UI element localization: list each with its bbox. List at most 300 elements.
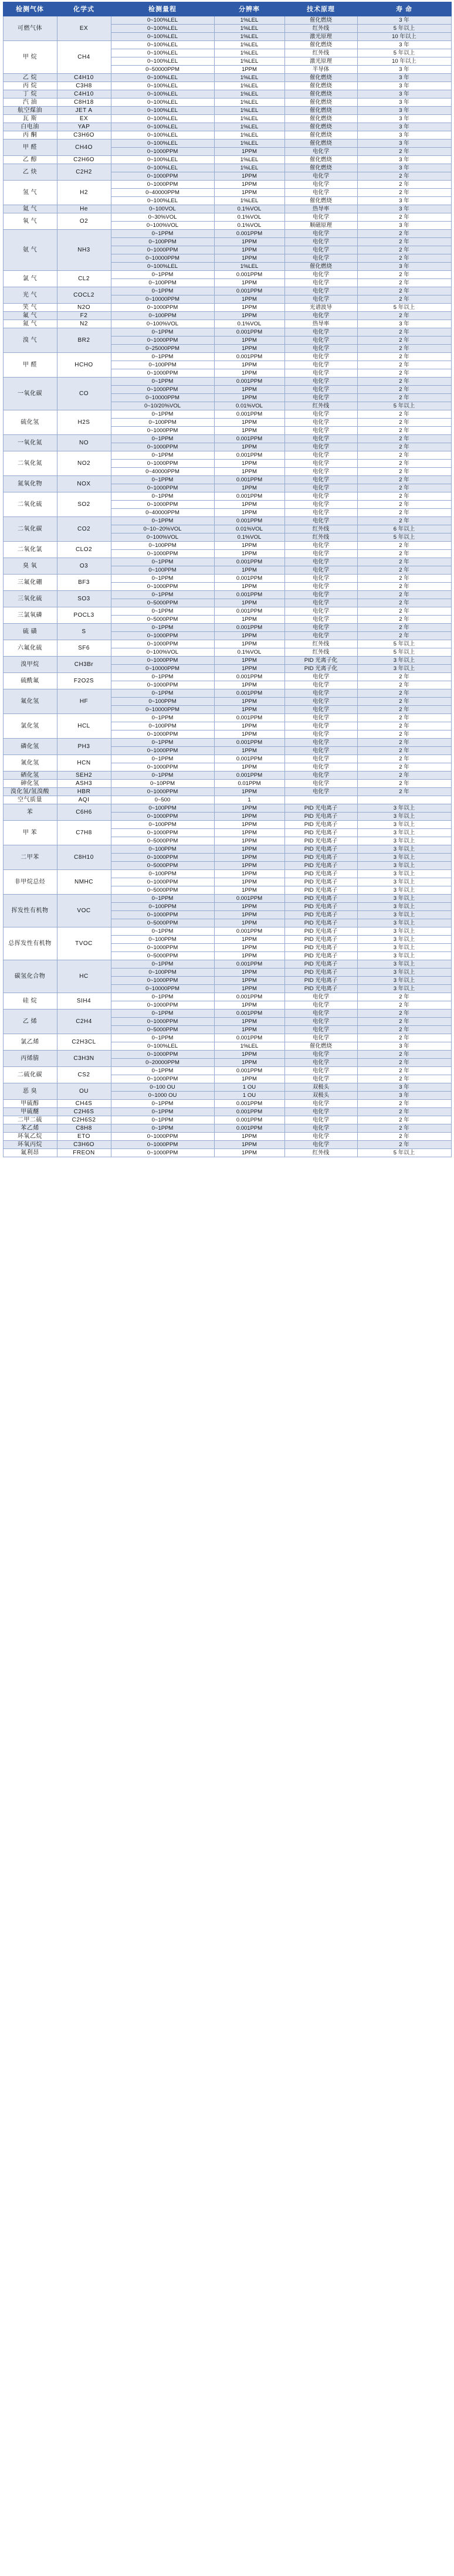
- cell-lifetime: 2 年: [357, 287, 451, 295]
- table-row: [3, 1133, 451, 1141]
- cell-range: 0~100PPM: [111, 419, 214, 427]
- table-row: [3, 435, 451, 443]
- cell-technology: 红外线: [284, 640, 357, 648]
- cell-lifetime: 3 年: [357, 66, 451, 74]
- cell-formula: NOX: [57, 476, 111, 492]
- cell-range: 0~100 OU: [111, 1083, 214, 1092]
- cell-formula: C8H18: [57, 98, 111, 107]
- cell-technology: 催化燃烧: [284, 41, 357, 49]
- cell-technology: 电化学: [284, 410, 357, 419]
- cell-lifetime: 5 年以上: [357, 1149, 451, 1157]
- cell-range: 0~1000PPM: [111, 386, 214, 394]
- cell-range: 0~1000PPM: [111, 1133, 214, 1141]
- cell-lifetime: 2 年: [357, 1026, 451, 1034]
- cell-range: 0~1PPM: [111, 673, 214, 681]
- cell-resolution: 1%LEL: [214, 131, 284, 140]
- cell-lifetime: 3 年以上: [357, 870, 451, 878]
- cell-lifetime: 2 年: [357, 1051, 451, 1059]
- cell-range: 0~100PPM: [111, 903, 214, 911]
- cell-lifetime: 2 年: [357, 517, 451, 525]
- cell-technology: 电化学: [284, 287, 357, 295]
- cell-gas-name: 一氧化碳: [3, 378, 57, 410]
- cell-resolution: 1PPM: [214, 66, 284, 74]
- cell-formula: SF6: [57, 640, 111, 657]
- cell-lifetime: 3 年以上: [357, 862, 451, 870]
- table-row: [3, 927, 451, 936]
- cell-range: 0~100PPM: [111, 936, 214, 944]
- table-row: [3, 107, 451, 115]
- cell-range: 0~1PPM: [111, 517, 214, 525]
- cell-formula: O3: [57, 558, 111, 575]
- cell-gas-name: 挥发性有机物: [3, 895, 57, 927]
- cell-technology: [284, 796, 357, 804]
- cell-lifetime: 2 年: [357, 369, 451, 378]
- cell-resolution: 1PPM: [214, 730, 284, 739]
- cell-range: 0~1PPM: [111, 492, 214, 501]
- cell-gas-name: 三氧化硫: [3, 591, 57, 607]
- cell-range: 0~40000PPM: [111, 509, 214, 517]
- cell-technology: 催化燃烧: [284, 263, 357, 271]
- cell-lifetime: 3 年: [357, 197, 451, 205]
- table-row: [3, 796, 451, 804]
- cell-lifetime: 2 年: [357, 1034, 451, 1042]
- cell-range: 0~1000 OU: [111, 1092, 214, 1100]
- cell-gas-name: 环氧乙烷: [3, 1133, 57, 1141]
- cell-range: 0~40000PPM: [111, 189, 214, 197]
- cell-resolution: 1PPM: [214, 1075, 284, 1083]
- cell-range: 0~1000PPM: [111, 1051, 214, 1059]
- cell-range: 0~1000PPM: [111, 246, 214, 254]
- cell-technology: 电化学: [284, 624, 357, 632]
- cell-lifetime: 2 年: [357, 739, 451, 747]
- table-row: [3, 1034, 451, 1042]
- cell-gas-name: 氦 气: [3, 205, 57, 213]
- cell-range: 0~1000PPM: [111, 337, 214, 345]
- cell-range: 0~1PPM: [111, 927, 214, 936]
- cell-resolution: 0.001PPM: [214, 772, 284, 780]
- table-row: [3, 689, 451, 698]
- cell-formula: C2H6S: [57, 1108, 111, 1116]
- cell-formula: O2: [57, 213, 111, 230]
- cell-formula: NMHC: [57, 870, 111, 895]
- cell-resolution: 1PPM: [214, 886, 284, 895]
- cell-resolution: 0.01%VOL: [214, 525, 284, 533]
- cell-resolution: 1PPM: [214, 952, 284, 960]
- cell-gas-name: 丁 烷: [3, 90, 57, 98]
- cell-technology: 电化学: [284, 361, 357, 369]
- cell-lifetime: 2 年: [357, 468, 451, 476]
- cell-range: 0~100%VOL: [111, 320, 214, 328]
- cell-resolution: 0.001PPM: [214, 476, 284, 484]
- cell-lifetime: 2 年: [357, 722, 451, 730]
- cell-resolution: 0.1%VOL: [214, 205, 284, 213]
- cell-resolution: 1%LEL: [214, 41, 284, 49]
- cell-range: 0~100%LEL: [111, 33, 214, 41]
- table-row: [3, 181, 451, 189]
- cell-lifetime: 2 年: [357, 476, 451, 484]
- cell-lifetime: 2 年: [357, 558, 451, 566]
- cell-range: 0~100%LEL: [111, 98, 214, 107]
- cell-technology: 电化学: [284, 394, 357, 402]
- cell-technology: 电化学: [284, 419, 357, 427]
- table-row: [3, 1149, 451, 1157]
- cell-range: 0~100%LEL: [111, 90, 214, 98]
- cell-technology: 电化学: [284, 271, 357, 279]
- cell-formula: CH4O: [57, 140, 111, 156]
- cell-gas-name: 光 气: [3, 287, 57, 304]
- cell-lifetime: 2 年: [357, 492, 451, 501]
- cell-lifetime: 2 年: [357, 714, 451, 722]
- cell-resolution: 1PPM: [214, 148, 284, 156]
- cell-range: 0~100%LEL: [111, 41, 214, 49]
- cell-resolution: 1PPM: [214, 509, 284, 517]
- cell-range: 0~10/20%VOL: [111, 402, 214, 410]
- cell-range: 0~5000PPM: [111, 837, 214, 845]
- cell-technology: 电化学: [284, 369, 357, 378]
- cell-technology: PID 光电离子: [284, 813, 357, 821]
- table-row: [3, 304, 451, 312]
- cell-formula: VOC: [57, 895, 111, 927]
- cell-gas-name: 二氧化硫: [3, 492, 57, 517]
- cell-resolution: 0.1%VOL: [214, 648, 284, 657]
- cell-lifetime: 2 年: [357, 230, 451, 238]
- cell-technology: 热导率: [284, 205, 357, 213]
- cell-technology: 电化学: [284, 1001, 357, 1010]
- cell-range: 0~10000PPM: [111, 295, 214, 304]
- table-row: [3, 640, 451, 648]
- cell-resolution: 1PPM: [214, 550, 284, 558]
- cell-lifetime: 3 年以上: [357, 845, 451, 854]
- cell-lifetime: 2 年: [357, 616, 451, 624]
- cell-resolution: 0.001PPM: [214, 1100, 284, 1108]
- cell-technology: 电化学: [284, 181, 357, 189]
- table-row: [3, 780, 451, 788]
- cell-gas-name: 甲 苯: [3, 821, 57, 845]
- cell-formula: C2H2: [57, 164, 111, 181]
- cell-formula: S: [57, 624, 111, 640]
- cell-range: 0~1PPM: [111, 378, 214, 386]
- cell-gas-name: 硫酰氟: [3, 673, 57, 689]
- cell-formula: ETO: [57, 1133, 111, 1141]
- cell-technology: 电化学: [284, 230, 357, 238]
- cell-resolution: 1%LEL: [214, 57, 284, 66]
- cell-gas-name: 乙 烷: [3, 74, 57, 82]
- cell-lifetime: 3 年以上: [357, 944, 451, 952]
- table-row: [3, 591, 451, 599]
- cell-technology: 电化学: [284, 295, 357, 304]
- cell-gas-name: 苯乙烯: [3, 1124, 57, 1133]
- cell-resolution: 0.01PPM: [214, 780, 284, 788]
- cell-range: 0~1PPM: [111, 993, 214, 1001]
- cell-technology: PID 光离子化: [284, 665, 357, 673]
- cell-resolution: 1PPM: [214, 484, 284, 492]
- cell-technology: 电化学: [284, 1116, 357, 1124]
- cell-resolution: 1%LEL: [214, 140, 284, 148]
- cell-range: 0~100%VOL: [111, 648, 214, 657]
- cell-technology: 电化学: [284, 484, 357, 492]
- cell-formula: C7H8: [57, 821, 111, 845]
- cell-resolution: 1PPM: [214, 1059, 284, 1067]
- cell-range: 0~30%VOL: [111, 213, 214, 222]
- table-row: [3, 16, 451, 25]
- cell-lifetime: 2 年: [357, 148, 451, 156]
- cell-technology: 电化学: [284, 172, 357, 181]
- cell-resolution: 1PPM: [214, 919, 284, 927]
- cell-range: 0~1PPM: [111, 607, 214, 616]
- cell-resolution: 0.1%VOL: [214, 320, 284, 328]
- table-row: [3, 82, 451, 90]
- cell-range: 0~10000PPM: [111, 665, 214, 673]
- cell-range: 0~1000PPM: [111, 583, 214, 591]
- cell-lifetime: 2 年: [357, 673, 451, 681]
- cell-lifetime: 3 年: [357, 140, 451, 148]
- cell-technology: 电化学: [284, 550, 357, 558]
- cell-resolution: 1PPM: [214, 419, 284, 427]
- cell-range: 0~100%LEL: [111, 123, 214, 131]
- cell-resolution: 0.001PPM: [214, 714, 284, 722]
- cell-range: 0~100%VOL: [111, 533, 214, 542]
- cell-lifetime: 3 年以上: [357, 829, 451, 837]
- cell-resolution: 0.001PPM: [214, 378, 284, 386]
- cell-technology: 激光原理: [284, 57, 357, 66]
- cell-technology: 电化学: [284, 378, 357, 386]
- cell-formula: SEH2: [57, 772, 111, 780]
- cell-lifetime: 2 年: [357, 394, 451, 402]
- table-row: [3, 41, 451, 49]
- cell-resolution: 1PPM: [214, 854, 284, 862]
- cell-lifetime: 3 年以上: [357, 927, 451, 936]
- cell-resolution: 1PPM: [214, 698, 284, 706]
- cell-lifetime: 3 年: [357, 222, 451, 230]
- table-row: [3, 98, 451, 107]
- cell-range: 0~100PPM: [111, 804, 214, 813]
- cell-lifetime: 2 年: [357, 189, 451, 197]
- cell-resolution: 1PPM: [214, 616, 284, 624]
- cell-gas-name: 三氟化硼: [3, 575, 57, 591]
- cell-technology: 催化燃烧: [284, 1042, 357, 1051]
- cell-gas-name: 氮氧化物: [3, 476, 57, 492]
- cell-lifetime: 5 年以上: [357, 533, 451, 542]
- cell-resolution: 1PPM: [214, 862, 284, 870]
- cell-resolution: 0.001PPM: [214, 230, 284, 238]
- cell-technology: 电化学: [284, 1010, 357, 1018]
- cell-range: 0~1PPM: [111, 410, 214, 419]
- table-header-row: [3, 2, 451, 16]
- cell-technology: 催化燃烧: [284, 156, 357, 164]
- cell-formula: EX: [57, 16, 111, 41]
- cell-lifetime: 6 年以上: [357, 525, 451, 533]
- cell-range: 0~1000PPM: [111, 550, 214, 558]
- table-row: [3, 714, 451, 722]
- table-row: [3, 74, 451, 82]
- cell-resolution: 1PPM: [214, 1149, 284, 1157]
- cell-technology: 电化学: [284, 443, 357, 451]
- cell-technology: 电化学: [284, 1100, 357, 1108]
- cell-resolution: 1PPM: [214, 1051, 284, 1059]
- cell-resolution: 1PPM: [214, 845, 284, 854]
- cell-formula: CS2: [57, 1067, 111, 1083]
- cell-lifetime: 3 年: [357, 107, 451, 115]
- cell-technology: 电化学: [284, 583, 357, 591]
- cell-range: 0~100%LEL: [111, 74, 214, 82]
- table-row: [3, 845, 451, 854]
- cell-range: 0~1PPM: [111, 1067, 214, 1075]
- cell-technology: PID 光电离子: [284, 854, 357, 862]
- cell-gas-name: 瓦 斯: [3, 115, 57, 123]
- cell-resolution: 1PPM: [214, 968, 284, 977]
- cell-gas-name: 二硫化碳: [3, 1067, 57, 1083]
- cell-lifetime: 3 年: [357, 320, 451, 328]
- cell-resolution: 1PPM: [214, 722, 284, 730]
- cell-range: 0~1000PPM: [111, 681, 214, 689]
- cell-lifetime: 2 年: [357, 550, 451, 558]
- cell-technology: 电化学: [284, 246, 357, 254]
- table-row: [3, 1141, 451, 1149]
- cell-resolution: 0.001PPM: [214, 624, 284, 632]
- cell-technology: 电化学: [284, 681, 357, 689]
- cell-lifetime: 3 年: [357, 1092, 451, 1100]
- cell-technology: PID 光电离子: [284, 829, 357, 837]
- cell-technology: 催化燃烧: [284, 115, 357, 123]
- cell-lifetime: 3 年以上: [357, 952, 451, 960]
- cell-resolution: 1%LEL: [214, 164, 284, 172]
- cell-resolution: 1PPM: [214, 944, 284, 952]
- table-row: [3, 870, 451, 878]
- cell-range: 0~1000PPM: [111, 1141, 214, 1149]
- cell-technology: 电化学: [284, 632, 357, 640]
- cell-resolution: 1PPM: [214, 632, 284, 640]
- cell-technology: 电化学: [284, 435, 357, 443]
- cell-gas-name: 磷化氢: [3, 739, 57, 755]
- cell-gas-name: 环氧丙烷: [3, 1141, 57, 1149]
- cell-gas-name: 汽 油: [3, 98, 57, 107]
- header-lifetime: 寿 命: [357, 2, 451, 16]
- cell-lifetime: 3 年以上: [357, 813, 451, 821]
- cell-technology: 电化学: [284, 673, 357, 681]
- table-row: [3, 410, 451, 419]
- cell-lifetime: 2 年: [357, 1059, 451, 1067]
- cell-technology: 双极头: [284, 1092, 357, 1100]
- cell-technology: 红外线: [284, 648, 357, 657]
- cell-technology: 催化燃烧: [284, 131, 357, 140]
- cell-technology: 电化学: [284, 616, 357, 624]
- cell-formula: EX: [57, 115, 111, 123]
- cell-technology: PID 光电离子: [284, 862, 357, 870]
- cell-resolution: 1PPM: [214, 1133, 284, 1141]
- cell-gas-name: 氨 气: [3, 230, 57, 271]
- cell-formula: C3H6O: [57, 1141, 111, 1149]
- cell-technology: 电化学: [284, 345, 357, 353]
- cell-resolution: 0.001PPM: [214, 1116, 284, 1124]
- cell-resolution: 0.001PPM: [214, 435, 284, 443]
- cell-range: 0~100%LEL: [111, 140, 214, 148]
- cell-gas-name: 乙 炔: [3, 164, 57, 181]
- cell-range: 0~100%LEL: [111, 263, 214, 271]
- table-row: [3, 378, 451, 386]
- cell-technology: PID 光电离子: [284, 936, 357, 944]
- cell-technology: 催化燃烧: [284, 90, 357, 98]
- cell-technology: 电化学: [284, 542, 357, 550]
- cell-gas-name: 二氧化碳: [3, 517, 57, 542]
- cell-resolution: 1PPM: [214, 878, 284, 886]
- cell-technology: 激光原理: [284, 33, 357, 41]
- cell-gas-name: 氯化氢: [3, 714, 57, 739]
- cell-formula: C3H6O: [57, 131, 111, 140]
- cell-resolution: 1%LEL: [214, 1042, 284, 1051]
- cell-range: 0~100PPM: [111, 870, 214, 878]
- cell-lifetime: 3 年以上: [357, 878, 451, 886]
- cell-technology: 电化学: [284, 1051, 357, 1059]
- cell-resolution: 0.001PPM: [214, 960, 284, 968]
- cell-lifetime: 3 年以上: [357, 854, 451, 862]
- cell-formula: OU: [57, 1083, 111, 1100]
- cell-gas-name: 氟 气: [3, 312, 57, 320]
- cell-range: 0~100PPM: [111, 821, 214, 829]
- cell-resolution: 1PPM: [214, 312, 284, 320]
- cell-resolution: 1PPM: [214, 870, 284, 878]
- cell-resolution: 1PPM: [214, 304, 284, 312]
- cell-lifetime: 5 年以上: [357, 25, 451, 33]
- cell-resolution: 0.001PPM: [214, 451, 284, 460]
- cell-technology: 催化燃烧: [284, 140, 357, 148]
- cell-resolution: 1%LEL: [214, 263, 284, 271]
- cell-range: 0~1PPM: [111, 558, 214, 566]
- cell-formula: BR2: [57, 328, 111, 353]
- cell-formula: HBR: [57, 788, 111, 796]
- cell-formula: CH3Br: [57, 657, 111, 673]
- cell-formula: NO: [57, 435, 111, 451]
- header-technology: 技术原理: [284, 2, 357, 16]
- table-row: [3, 123, 451, 131]
- cell-lifetime: 2 年: [357, 730, 451, 739]
- cell-range: 0~1000PPM: [111, 788, 214, 796]
- cell-gas-name: 砷化氢: [3, 780, 57, 788]
- cell-range: 0~100PPM: [111, 312, 214, 320]
- cell-range: 0~1000PPM: [111, 427, 214, 435]
- cell-resolution: 0.001PPM: [214, 993, 284, 1001]
- cell-resolution: 1%LEL: [214, 16, 284, 25]
- cell-formula: H2S: [57, 410, 111, 435]
- cell-range: 0~1PPM: [111, 451, 214, 460]
- cell-range: 0~1PPM: [111, 575, 214, 583]
- cell-gas-name: 丙烯腈: [3, 1051, 57, 1067]
- cell-technology: 电化学: [284, 189, 357, 197]
- cell-formula: CH4: [57, 41, 111, 74]
- cell-resolution: 1PPM: [214, 1141, 284, 1149]
- cell-gas-name: 二甲二硫: [3, 1116, 57, 1124]
- cell-technology: 催化燃烧: [284, 98, 357, 107]
- cell-range: 0~1000PPM: [111, 443, 214, 451]
- table-row: [3, 1083, 451, 1092]
- cell-formula: FREON: [57, 1149, 111, 1157]
- cell-range: 0~1000PPM: [111, 369, 214, 378]
- cell-formula: CH4S: [57, 1100, 111, 1108]
- cell-technology: 电化学: [284, 1034, 357, 1042]
- cell-lifetime: 3 年: [357, 74, 451, 82]
- cell-technology: 红外线: [284, 533, 357, 542]
- cell-formula: SO3: [57, 591, 111, 607]
- cell-resolution: 1PPM: [214, 821, 284, 829]
- cell-range: 0~5000PPM: [111, 886, 214, 895]
- cell-lifetime: 2 年: [357, 1108, 451, 1116]
- cell-lifetime: 2 年: [357, 1100, 451, 1108]
- cell-formula: C4H10: [57, 90, 111, 98]
- cell-gas-name: 甲硫醚: [3, 1108, 57, 1116]
- cell-lifetime: 3 年以上: [357, 804, 451, 813]
- cell-resolution: 0.001PPM: [214, 591, 284, 599]
- cell-technology: 电化学: [284, 1059, 357, 1067]
- cell-gas-name: 氟利昂: [3, 1149, 57, 1157]
